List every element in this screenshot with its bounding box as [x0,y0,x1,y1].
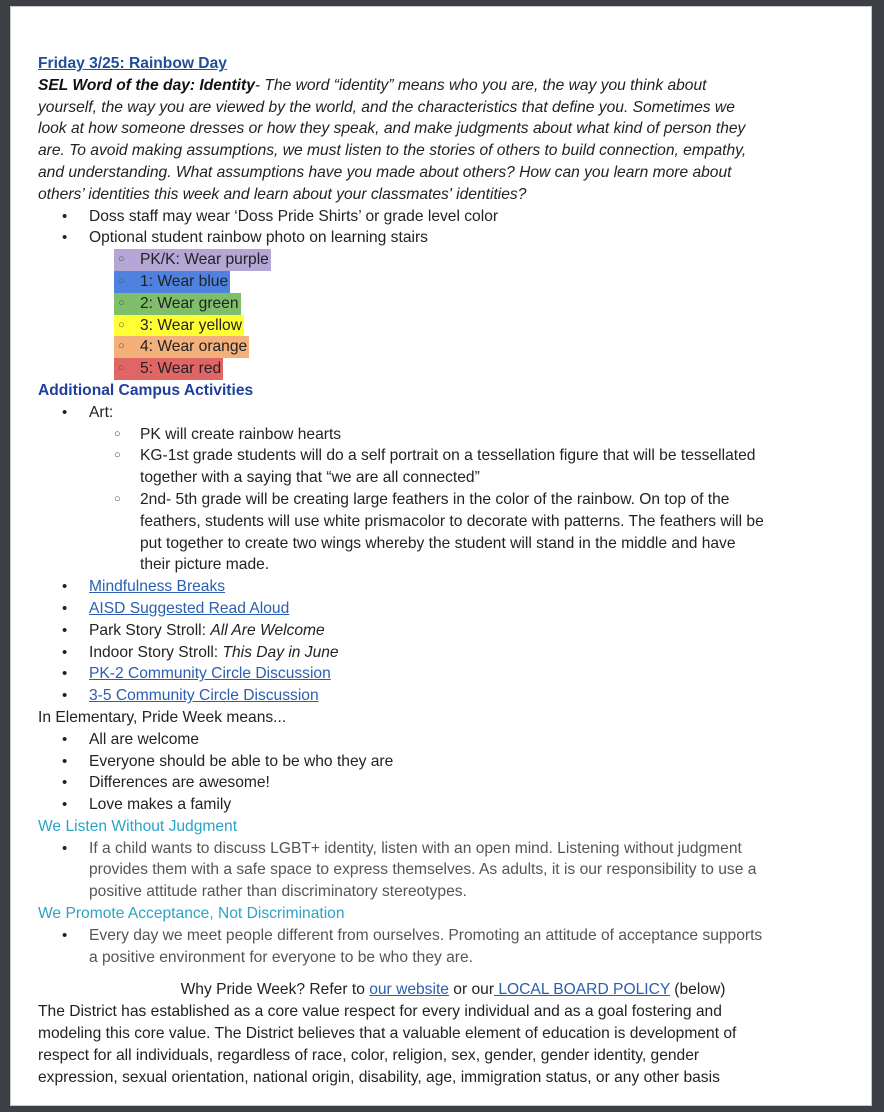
activities-heading: Additional Campus Activities [38,381,254,399]
grade-item [38,315,868,337]
art-item: ○ KG-1st grade students will do a self portrait on a tessellation figure that will be tessellated [38,445,868,467]
g35-circle-link[interactable]: 3-5 Community Circle Discussion [89,687,319,705]
art-item: ○ 2nd- 5th grade will be creating large feathers in the color of the rainbow. On top of the [38,489,868,511]
list-item: • Optional student rainbow photo on learning stairs [38,227,868,249]
list-item: • Differences are awesome! [38,772,868,794]
list-item [38,620,868,642]
grade-highlight: ○ 3: Wear yellow [114,315,244,337]
park-stroll-title: All Are Welcome [210,621,325,639]
park-stroll-label: Park Story Stroll: [89,621,211,639]
grade-color-list [38,249,868,380]
list-item [38,576,868,598]
why-pride-line [38,979,868,1001]
listen-item-cont: positive attitude rather than discriminatory stereotypes. [89,883,467,901]
grade-highlight: ○ 4: Wear orange [114,336,249,358]
list-item [38,685,868,707]
art-item-cont: their picture made. [140,556,270,574]
art-item-cont: together with a saying that “we are all connected” [140,469,480,487]
policy-line: modeling this core value. The District believes that a valuable element of education is development of [38,1025,737,1043]
grade-item [38,358,868,380]
listen-item-cont: provides them with a safe space to express themselves. As adults, it is our responsibility to use a [89,861,757,879]
day-title-link[interactable]: Friday 3/25: Rainbow Day [38,55,227,72]
art-item: ○ PK will create rainbow hearts [38,424,868,446]
indoor-stroll-label: Indoor Story Stroll: [89,643,223,661]
sel-text-line: - The word “identity” means who you are, the way you think about [254,76,707,94]
grade-item [38,249,868,271]
list-item [38,598,868,620]
sel-paragraph [38,75,868,97]
grade-highlight: ○ 1: Wear blue [114,271,230,293]
listen-heading: We Listen Without Judgment [38,817,238,835]
promote-item: • Every day we meet people different from ourselves. Promoting an attitude of acceptance supports [38,925,868,947]
grade-highlight: ○ PK/K: Wear purple [114,249,271,271]
grade-item [38,336,868,358]
sel-label: SEL Word of the day: Identity [38,76,255,94]
sel-text-line: look at how someone dresses or how they speak, and make judgments about what kind of person they [38,120,746,138]
list-item: • Doss staff may wear ‘Doss Pride Shirts’ or grade level color [38,206,868,228]
promote-item-cont: a positive environment for everyone to be who they are. [89,948,473,966]
listen-item: • If a child wants to discuss LGBT+ identity, listen with an open mind. Listening without judgment [38,838,868,860]
sel-text-line: yourself, the way you are viewed by the world, and the characteristics that define you. Sometimes we [38,98,735,116]
board-policy-link[interactable]: LOCAL BOARD POLICY [494,981,670,999]
aisd-read-aloud-link[interactable]: AISD Suggested Read Aloud [89,599,290,617]
why-prefix: Why Pride Week? Refer to [180,981,370,999]
document-content [38,53,868,1088]
website-link[interactable]: our website [369,981,449,999]
document-page [10,6,872,1106]
why-middle: or our [448,981,495,999]
grade-highlight: ○ 2: Wear green [114,293,241,315]
indoor-stroll-title: This Day in June [222,643,339,661]
policy-line: expression, sexual orientation, national origin, disability, age, immigration status, or any other basis [38,1068,720,1086]
grade-item [38,293,868,315]
list-item: • Everyone should be able to be who they are [38,751,868,773]
sel-text-line: are. To avoid making assumptions, we must listen to the stories of others to build connection, empathy, [38,142,747,160]
sel-text-line: others’ identities this week and learn about your classmates' identities? [38,185,527,203]
promote-heading: We Promote Acceptance, Not Discrimination [38,905,345,923]
pride-intro: In Elementary, Pride Week means... [38,708,287,726]
mindfulness-breaks-link[interactable]: Mindfulness Breaks [89,578,226,596]
pk2-circle-link[interactable]: PK-2 Community Circle Discussion [89,665,331,683]
policy-line: respect for all individuals, regardless of race, color, religion, sex, gender, gender identity, gender [38,1046,700,1064]
grade-highlight: ○ 5: Wear red [114,358,223,380]
list-item: • Love makes a family [38,794,868,816]
list-item: • All are welcome [38,729,868,751]
sel-text-line: and understanding. What assumptions have you made about others? How can you learn more about [38,163,732,181]
list-item [38,642,868,664]
why-suffix: (below) [669,981,726,999]
grade-item [38,271,868,293]
list-item-art: • Art: [38,402,868,424]
list-item [38,663,868,685]
art-item-cont: feathers, students will use white prismacolor to decorate with patterns. The feathers will be [140,512,764,530]
policy-line: The District has established as a core value respect for every individual and as a goal fostering and [38,1003,722,1021]
art-item-cont: put together to create two wings whereby the student will stand in the middle and have [140,534,736,552]
